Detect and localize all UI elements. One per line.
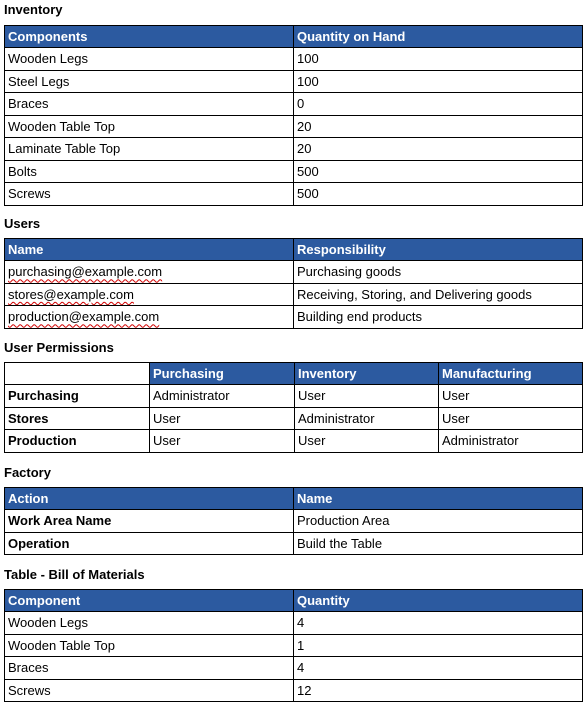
table-cell [5,306,294,329]
table-row [5,48,583,71]
column-header: Action [5,488,294,510]
table-cell: Screws [5,679,294,702]
table-row [5,510,583,533]
table-cell: User [439,407,583,430]
table-row [5,634,583,657]
column-header: Quantity on Hand [294,26,583,48]
column-header: Name [294,488,583,510]
table-cell: 4 [294,612,583,635]
table-row [5,385,583,408]
row-header: Work Area Name [5,510,294,533]
column-header: Quantity [294,590,583,612]
table-row [5,430,583,453]
table-cell: Screws [5,183,294,206]
table-cell: Production Area [294,510,583,533]
table-row [5,532,583,555]
email-text: purchasing@example.com [8,264,163,280]
users-table [4,238,583,329]
table-cell: Administrator [439,430,583,453]
table-row [5,657,583,680]
factory-table [4,487,583,555]
table-row [5,138,583,161]
table-cell: User [150,407,295,430]
bom-title: Table - Bill of Materials [4,567,145,582]
table-cell: 20 [294,115,583,138]
table-cell: Laminate Table Top [5,138,294,161]
users-title: Users [4,216,41,231]
table-cell [5,261,294,284]
table-row [5,160,583,183]
table-row [5,283,583,306]
table-row [5,612,583,635]
table-row [5,679,583,702]
row-header: Operation [5,532,294,555]
table-header-row [5,363,583,385]
email-text: production@example.com [8,309,160,325]
table-row [5,261,583,284]
table-cell: 500 [294,183,583,206]
table-row [5,115,583,138]
inventory-title: Inventory [4,2,63,17]
table-cell: Administrator [150,385,295,408]
table-row [5,93,583,116]
table-cell: 500 [294,160,583,183]
table-header-row [5,239,583,261]
table-cell: Building end products [294,306,583,329]
column-header [5,363,150,385]
table-header-row [5,590,583,612]
table-cell: Wooden Legs [5,612,294,635]
column-header: Components [5,26,294,48]
table-cell: Purchasing goods [294,261,583,284]
table-cell: 20 [294,138,583,161]
table-header-row [5,488,583,510]
column-header: Manufacturing [439,363,583,385]
row-header: Production [5,430,150,453]
column-header: Purchasing [150,363,295,385]
table-cell: User [150,430,295,453]
table-cell: 4 [294,657,583,680]
table-cell: 100 [294,70,583,93]
inventory-table [4,25,583,206]
table-cell: Wooden Table Top [5,634,294,657]
column-header: Name [5,239,294,261]
table-cell: Wooden Legs [5,48,294,71]
row-header: Purchasing [5,385,150,408]
bom-table [4,589,583,702]
table-cell: User [439,385,583,408]
table-row [5,407,583,430]
table-cell: Bolts [5,160,294,183]
table-row [5,70,583,93]
table-cell: Braces [5,657,294,680]
table-cell: 100 [294,48,583,71]
column-header: Responsibility [294,239,583,261]
row-header: Stores [5,407,150,430]
table-cell: Steel Legs [5,70,294,93]
table-cell: 0 [294,93,583,116]
column-header: Inventory [295,363,439,385]
table-row [5,183,583,206]
table-row [5,306,583,329]
permissions-title: User Permissions [4,340,114,355]
table-cell: 12 [294,679,583,702]
permissions-table [4,362,583,453]
table-cell: Receiving, Storing, and Delivering goods [294,283,583,306]
table-cell [5,283,294,306]
email-text: stores@example.com [8,286,134,302]
table-header-row [5,26,583,48]
table-cell: User [295,430,439,453]
table-cell: Build the Table [294,532,583,555]
table-cell: User [295,385,439,408]
table-cell: Braces [5,93,294,116]
table-cell: Administrator [295,407,439,430]
factory-title: Factory [4,465,51,480]
table-cell: 1 [294,634,583,657]
column-header: Component [5,590,294,612]
table-cell: Wooden Table Top [5,115,294,138]
